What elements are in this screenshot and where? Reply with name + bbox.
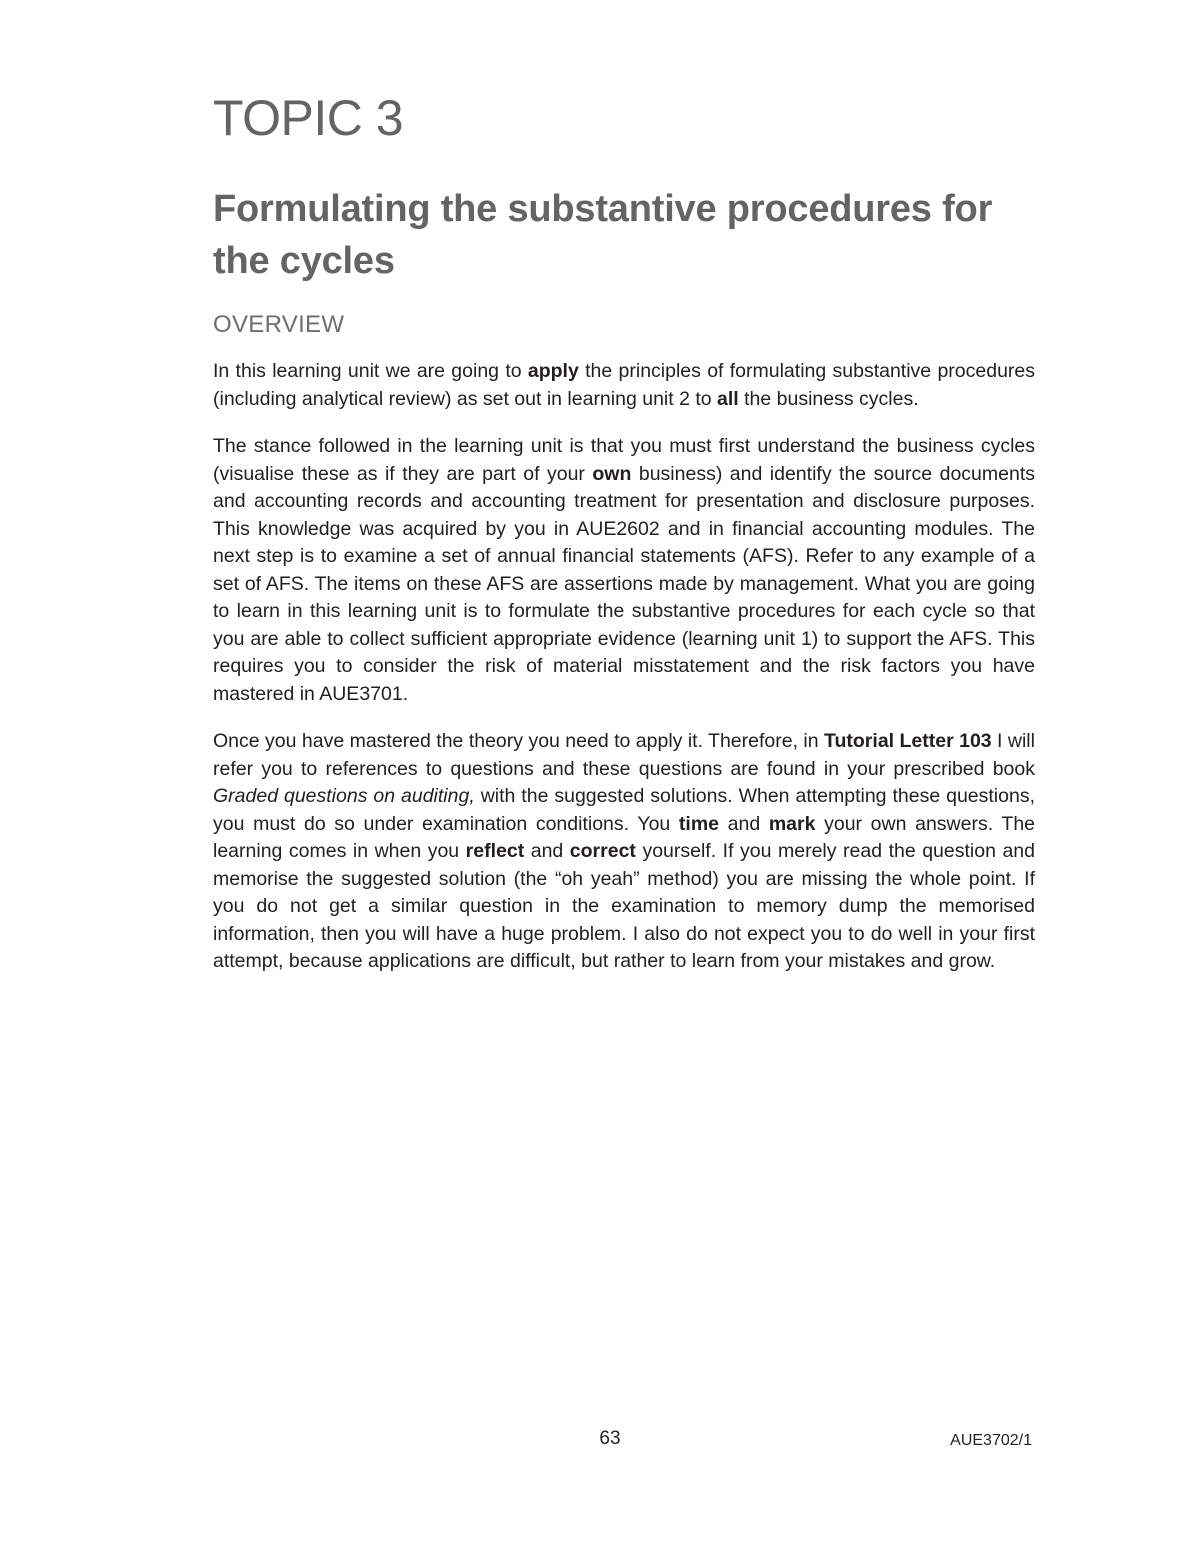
emphasis-all: all: [717, 387, 739, 410]
topic-label: TOPIC 3: [213, 90, 404, 146]
overview-paragraph-3: [213, 728, 1035, 976]
overview-heading: OVERVIEW: [213, 311, 345, 338]
text-run: In this learning unit we are going to: [213, 360, 528, 382]
emphasis-reflect: reflect: [465, 840, 525, 862]
emphasis-own: own: [592, 462, 632, 485]
text-run: your own answers. The learning comes in when you: [213, 812, 1036, 862]
text-run: yourself. If you merely read the question and memorise the suggested solution (the “oh yeah” method) you are missing the whole point. If you do not get a similar question in the examination to memory dump the memorised information, then you will have a huge problem. I also do not expect you to do well in your first attempt, because applications are difficult, but rather to learn from your mistakes and grow.: [213, 840, 1035, 972]
emphasis-correct: correct: [569, 840, 636, 862]
text-run: and: [719, 812, 769, 835]
overview-body: [213, 358, 1035, 996]
text-run: I will refer you to references to questions and these questions are found in your prescribed book: [213, 730, 1035, 780]
overview-paragraph-1: [213, 358, 1035, 413]
text-run: the business cycles.: [738, 387, 919, 410]
book-title: Graded questions on auditing,: [213, 785, 475, 807]
emphasis-mark: mark: [768, 812, 816, 835]
text-run: Once you have mastered the theory you need to apply it. Therefore, in: [213, 730, 825, 752]
text-run: business) and identify the source documents and accounting records and accounting treatment for presentation and disclosure purposes. This knowledge was acquired by you in AUE2602 and in financial accounting modules. The next step is to examine a set of annual financial statements (AFS). Refer to any example of a set of AFS. The items on these AFS are assertions made by management. What you are going to learn in this learning unit is to formulate the substantive procedures for each cycle so that you are able to collect sufficient appropriate evidence (learning unit 1) to support the AFS. This requires you to consider the risk of material misstatement and the risk factors you have mastered in AUE3701.: [213, 462, 1036, 705]
text-run: the principles of formulating substantive procedures (including analytical review) as set out in learning unit 2 to: [213, 360, 1036, 410]
text-run: The stance followed in the learning unit is that you must first understand the business cycles (visualise these as if they are part of your: [213, 435, 1035, 485]
emphasis-time: time: [678, 812, 720, 835]
text-run: with the suggested solutions. When attempting these questions, you must do so under examination conditions. You: [213, 785, 1035, 835]
module-code: AUE3702/1: [950, 1432, 1032, 1449]
overview-paragraph-2: [213, 433, 1035, 708]
text-run: and: [524, 840, 570, 862]
page-number: 63: [599, 1428, 621, 1449]
emphasis-apply: apply: [527, 360, 579, 382]
topic-title: Formulating the substantive procedures for the cycles: [213, 188, 993, 282]
emphasis-tutorial-letter: Tutorial Letter 103: [824, 730, 992, 752]
